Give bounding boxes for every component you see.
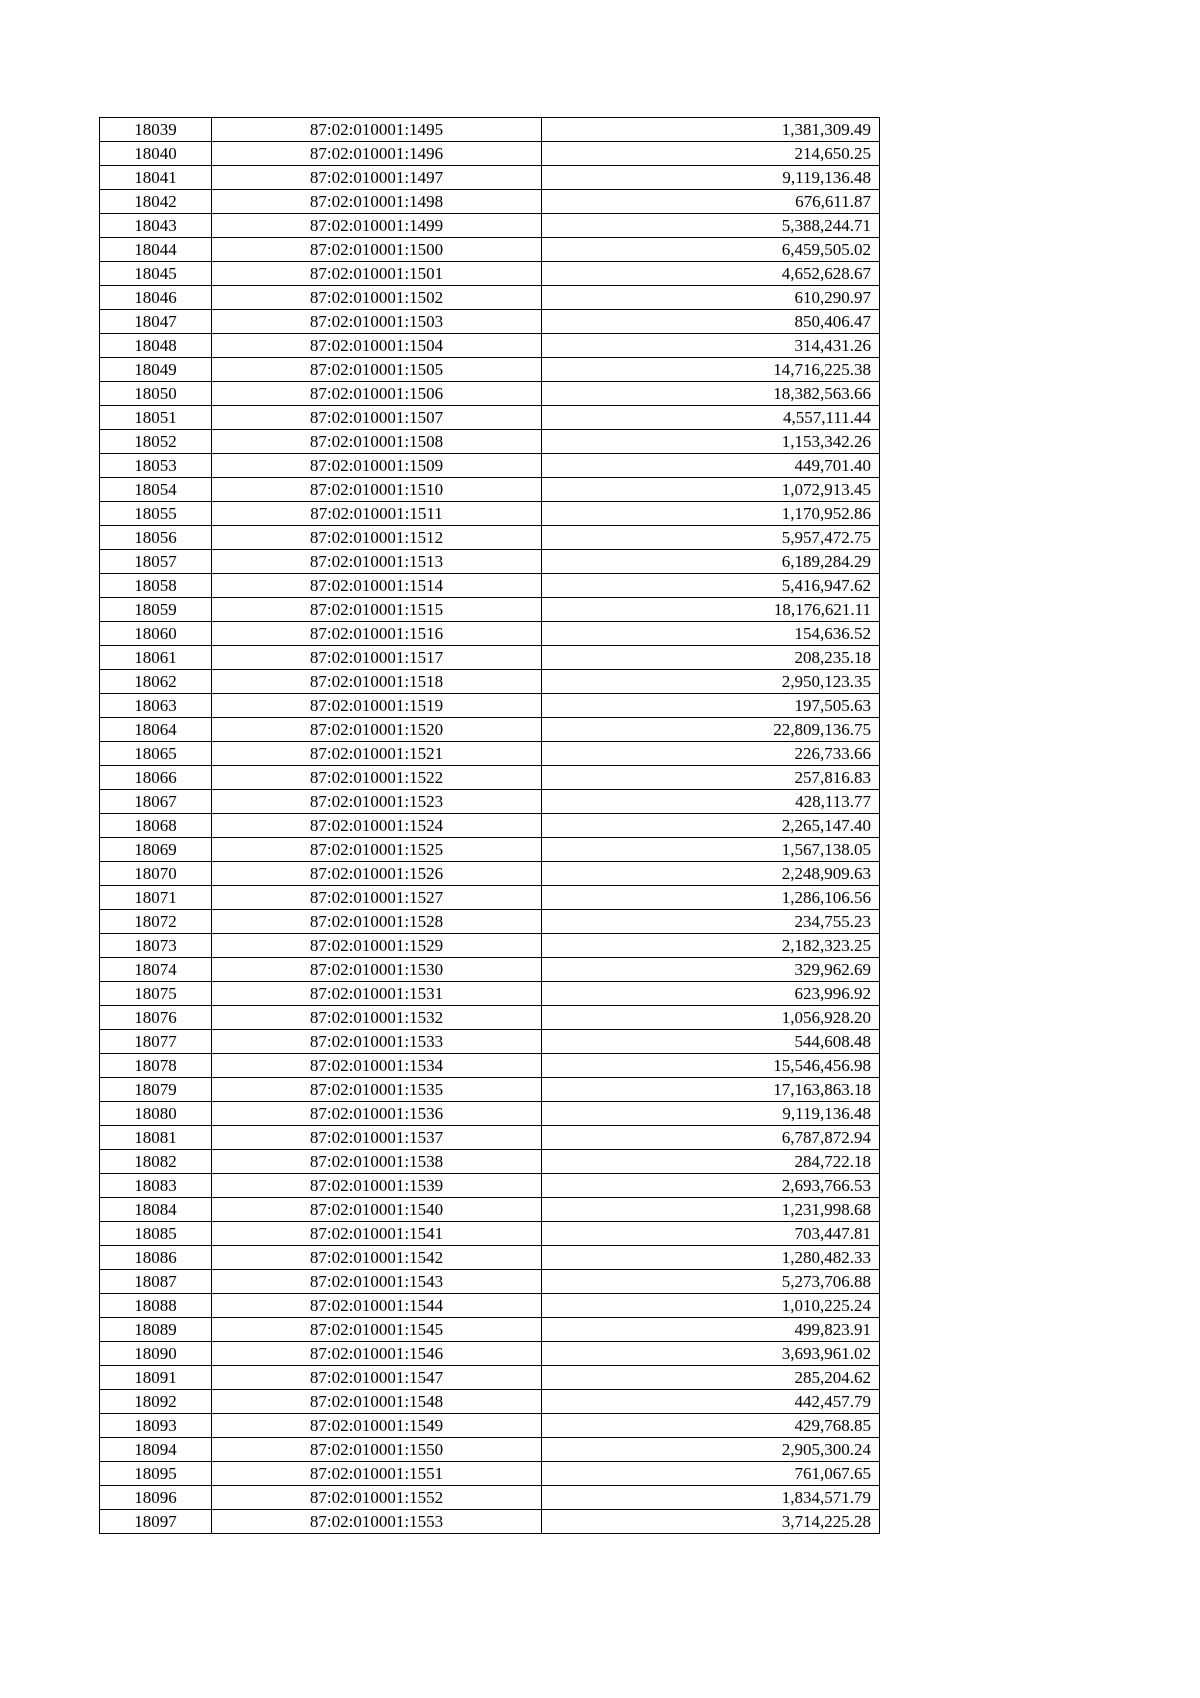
table-row	[100, 1150, 880, 1174]
row-number-cell: 18092	[100, 1390, 212, 1414]
value-cell: 234,755.23	[542, 910, 880, 934]
table-body	[100, 118, 880, 1534]
cadastral-number-cell: 87:02:010001:1527	[212, 886, 542, 910]
cadastral-number-cell: 87:02:010001:1520	[212, 718, 542, 742]
table-row	[100, 598, 880, 622]
value-cell: 18,382,563.66	[542, 382, 880, 406]
value-cell: 850,406.47	[542, 310, 880, 334]
value-cell: 3,693,961.02	[542, 1342, 880, 1366]
row-number-cell: 18059	[100, 598, 212, 622]
table-row	[100, 958, 880, 982]
row-number-cell: 18076	[100, 1006, 212, 1030]
cadastral-number-cell: 87:02:010001:1543	[212, 1270, 542, 1294]
table-row	[100, 118, 880, 142]
cadastral-number-cell: 87:02:010001:1519	[212, 694, 542, 718]
cadastral-number-cell: 87:02:010001:1547	[212, 1366, 542, 1390]
cadastral-number-cell: 87:02:010001:1517	[212, 646, 542, 670]
table-row	[100, 670, 880, 694]
value-cell: 18,176,621.11	[542, 598, 880, 622]
value-cell: 1,170,952.86	[542, 502, 880, 526]
cadastral-number-cell: 87:02:010001:1524	[212, 814, 542, 838]
value-cell: 214,650.25	[542, 142, 880, 166]
row-number-cell: 18097	[100, 1510, 212, 1534]
row-number-cell: 18081	[100, 1126, 212, 1150]
row-number-cell: 18077	[100, 1030, 212, 1054]
cadastral-number-cell: 87:02:010001:1532	[212, 1006, 542, 1030]
cadastral-number-cell: 87:02:010001:1539	[212, 1174, 542, 1198]
row-number-cell: 18060	[100, 622, 212, 646]
cadastral-value-table	[99, 117, 880, 1534]
table-row	[100, 454, 880, 478]
value-cell: 676,611.87	[542, 190, 880, 214]
row-number-cell: 18084	[100, 1198, 212, 1222]
value-cell: 17,163,863.18	[542, 1078, 880, 1102]
value-cell: 6,189,284.29	[542, 550, 880, 574]
value-cell: 208,235.18	[542, 646, 880, 670]
cadastral-number-cell: 87:02:010001:1536	[212, 1102, 542, 1126]
row-number-cell: 18088	[100, 1294, 212, 1318]
value-cell: 1,567,138.05	[542, 838, 880, 862]
table-row	[100, 262, 880, 286]
table-row	[100, 1414, 880, 1438]
cadastral-number-cell: 87:02:010001:1546	[212, 1342, 542, 1366]
cadastral-number-cell: 87:02:010001:1522	[212, 766, 542, 790]
cadastral-number-cell: 87:02:010001:1507	[212, 406, 542, 430]
value-cell: 1,834,571.79	[542, 1486, 880, 1510]
cadastral-number-cell: 87:02:010001:1542	[212, 1246, 542, 1270]
table-row	[100, 766, 880, 790]
value-cell: 6,459,505.02	[542, 238, 880, 262]
value-cell: 5,957,472.75	[542, 526, 880, 550]
table-row	[100, 1126, 880, 1150]
cadastral-number-cell: 87:02:010001:1502	[212, 286, 542, 310]
value-cell: 1,056,928.20	[542, 1006, 880, 1030]
table-row	[100, 622, 880, 646]
row-number-cell: 18075	[100, 982, 212, 1006]
row-number-cell: 18050	[100, 382, 212, 406]
row-number-cell: 18095	[100, 1462, 212, 1486]
cadastral-number-cell: 87:02:010001:1548	[212, 1390, 542, 1414]
value-cell: 284,722.18	[542, 1150, 880, 1174]
row-number-cell: 18074	[100, 958, 212, 982]
row-number-cell: 18052	[100, 430, 212, 454]
table-row	[100, 1270, 880, 1294]
value-cell: 5,388,244.71	[542, 214, 880, 238]
table-row	[100, 430, 880, 454]
cadastral-number-cell: 87:02:010001:1516	[212, 622, 542, 646]
row-number-cell: 18096	[100, 1486, 212, 1510]
cadastral-number-cell: 87:02:010001:1498	[212, 190, 542, 214]
value-cell: 257,816.83	[542, 766, 880, 790]
value-cell: 329,962.69	[542, 958, 880, 982]
value-cell: 314,431.26	[542, 334, 880, 358]
row-number-cell: 18047	[100, 310, 212, 334]
value-cell: 9,119,136.48	[542, 1102, 880, 1126]
value-cell: 429,768.85	[542, 1414, 880, 1438]
cadastral-number-cell: 87:02:010001:1497	[212, 166, 542, 190]
row-number-cell: 18065	[100, 742, 212, 766]
value-cell: 6,787,872.94	[542, 1126, 880, 1150]
cadastral-number-cell: 87:02:010001:1521	[212, 742, 542, 766]
row-number-cell: 18040	[100, 142, 212, 166]
table-row	[100, 574, 880, 598]
table-row	[100, 310, 880, 334]
value-cell: 2,905,300.24	[542, 1438, 880, 1462]
row-number-cell: 18072	[100, 910, 212, 934]
table-row	[100, 910, 880, 934]
cadastral-number-cell: 87:02:010001:1506	[212, 382, 542, 406]
value-cell: 226,733.66	[542, 742, 880, 766]
row-number-cell: 18042	[100, 190, 212, 214]
cadastral-number-cell: 87:02:010001:1538	[212, 1150, 542, 1174]
row-number-cell: 18069	[100, 838, 212, 862]
cadastral-number-cell: 87:02:010001:1508	[212, 430, 542, 454]
row-number-cell: 18094	[100, 1438, 212, 1462]
cadastral-number-cell: 87:02:010001:1503	[212, 310, 542, 334]
cadastral-number-cell: 87:02:010001:1553	[212, 1510, 542, 1534]
row-number-cell: 18067	[100, 790, 212, 814]
value-cell: 3,714,225.28	[542, 1510, 880, 1534]
row-number-cell: 18057	[100, 550, 212, 574]
value-cell: 1,010,225.24	[542, 1294, 880, 1318]
value-cell: 285,204.62	[542, 1366, 880, 1390]
cadastral-number-cell: 87:02:010001:1530	[212, 958, 542, 982]
row-number-cell: 18090	[100, 1342, 212, 1366]
table-row	[100, 334, 880, 358]
cadastral-number-cell: 87:02:010001:1550	[212, 1438, 542, 1462]
row-number-cell: 18045	[100, 262, 212, 286]
row-number-cell: 18089	[100, 1318, 212, 1342]
cadastral-number-cell: 87:02:010001:1528	[212, 910, 542, 934]
cadastral-number-cell: 87:02:010001:1549	[212, 1414, 542, 1438]
cadastral-number-cell: 87:02:010001:1518	[212, 670, 542, 694]
cadastral-number-cell: 87:02:010001:1533	[212, 1030, 542, 1054]
table-row	[100, 1366, 880, 1390]
table-row	[100, 502, 880, 526]
value-cell: 197,505.63	[542, 694, 880, 718]
table-row	[100, 526, 880, 550]
table-row	[100, 1246, 880, 1270]
table-row	[100, 1054, 880, 1078]
table-row	[100, 190, 880, 214]
table-row	[100, 406, 880, 430]
row-number-cell: 18048	[100, 334, 212, 358]
row-number-cell: 18085	[100, 1222, 212, 1246]
row-number-cell: 18041	[100, 166, 212, 190]
table-row	[100, 1174, 880, 1198]
row-number-cell: 18054	[100, 478, 212, 502]
table-row	[100, 1342, 880, 1366]
table-row	[100, 1318, 880, 1342]
value-cell: 1,072,913.45	[542, 478, 880, 502]
value-cell: 442,457.79	[542, 1390, 880, 1414]
table-row	[100, 1198, 880, 1222]
cadastral-number-cell: 87:02:010001:1496	[212, 142, 542, 166]
row-number-cell: 18093	[100, 1414, 212, 1438]
table-row	[100, 1006, 880, 1030]
row-number-cell: 18061	[100, 646, 212, 670]
cadastral-number-cell: 87:02:010001:1499	[212, 214, 542, 238]
row-number-cell: 18083	[100, 1174, 212, 1198]
row-number-cell: 18043	[100, 214, 212, 238]
row-number-cell: 18091	[100, 1366, 212, 1390]
value-cell: 5,273,706.88	[542, 1270, 880, 1294]
value-cell: 2,265,147.40	[542, 814, 880, 838]
row-number-cell: 18068	[100, 814, 212, 838]
value-cell: 449,701.40	[542, 454, 880, 478]
row-number-cell: 18087	[100, 1270, 212, 1294]
cadastral-number-cell: 87:02:010001:1515	[212, 598, 542, 622]
cadastral-number-cell: 87:02:010001:1525	[212, 838, 542, 862]
cadastral-number-cell: 87:02:010001:1531	[212, 982, 542, 1006]
value-cell: 5,416,947.62	[542, 574, 880, 598]
table-row	[100, 886, 880, 910]
row-number-cell: 18070	[100, 862, 212, 886]
value-cell: 499,823.91	[542, 1318, 880, 1342]
table-row	[100, 982, 880, 1006]
row-number-cell: 18039	[100, 118, 212, 142]
table-row	[100, 790, 880, 814]
table-row	[100, 1030, 880, 1054]
table-row	[100, 838, 880, 862]
row-number-cell: 18073	[100, 934, 212, 958]
value-cell: 2,950,123.35	[542, 670, 880, 694]
table-row	[100, 478, 880, 502]
cadastral-number-cell: 87:02:010001:1541	[212, 1222, 542, 1246]
value-cell: 4,557,111.44	[542, 406, 880, 430]
row-number-cell: 18086	[100, 1246, 212, 1270]
cadastral-number-cell: 87:02:010001:1501	[212, 262, 542, 286]
value-cell: 1,153,342.26	[542, 430, 880, 454]
table-row	[100, 934, 880, 958]
table-row	[100, 238, 880, 262]
cadastral-number-cell: 87:02:010001:1510	[212, 478, 542, 502]
cadastral-number-cell: 87:02:010001:1552	[212, 1486, 542, 1510]
cadastral-number-cell: 87:02:010001:1504	[212, 334, 542, 358]
cadastral-number-cell: 87:02:010001:1511	[212, 502, 542, 526]
table-row	[100, 1510, 880, 1534]
cadastral-number-cell: 87:02:010001:1537	[212, 1126, 542, 1150]
table-row	[100, 718, 880, 742]
value-cell: 610,290.97	[542, 286, 880, 310]
value-cell: 1,231,998.68	[542, 1198, 880, 1222]
cadastral-number-cell: 87:02:010001:1535	[212, 1078, 542, 1102]
table-row	[100, 814, 880, 838]
value-cell: 2,248,909.63	[542, 862, 880, 886]
value-cell: 2,693,766.53	[542, 1174, 880, 1198]
cadastral-number-cell: 87:02:010001:1540	[212, 1198, 542, 1222]
row-number-cell: 18051	[100, 406, 212, 430]
table-row	[100, 1078, 880, 1102]
table-row	[100, 358, 880, 382]
table-row	[100, 646, 880, 670]
table-row	[100, 1462, 880, 1486]
row-number-cell: 18080	[100, 1102, 212, 1126]
row-number-cell: 18049	[100, 358, 212, 382]
table-row	[100, 1102, 880, 1126]
table-row	[100, 1222, 880, 1246]
row-number-cell: 18079	[100, 1078, 212, 1102]
value-cell: 1,280,482.33	[542, 1246, 880, 1270]
cadastral-number-cell: 87:02:010001:1523	[212, 790, 542, 814]
cadastral-number-cell: 87:02:010001:1544	[212, 1294, 542, 1318]
value-cell: 22,809,136.75	[542, 718, 880, 742]
row-number-cell: 18058	[100, 574, 212, 598]
cadastral-number-cell: 87:02:010001:1514	[212, 574, 542, 598]
cadastral-number-cell: 87:02:010001:1505	[212, 358, 542, 382]
value-cell: 1,381,309.49	[542, 118, 880, 142]
table-row	[100, 742, 880, 766]
row-number-cell: 18056	[100, 526, 212, 550]
cadastral-number-cell: 87:02:010001:1513	[212, 550, 542, 574]
cadastral-number-cell: 87:02:010001:1512	[212, 526, 542, 550]
row-number-cell: 18082	[100, 1150, 212, 1174]
table-row	[100, 214, 880, 238]
table-row	[100, 1438, 880, 1462]
table-row	[100, 1486, 880, 1510]
cadastral-number-cell: 87:02:010001:1526	[212, 862, 542, 886]
row-number-cell: 18064	[100, 718, 212, 742]
value-cell: 15,546,456.98	[542, 1054, 880, 1078]
value-cell: 544,608.48	[542, 1030, 880, 1054]
cadastral-number-cell: 87:02:010001:1529	[212, 934, 542, 958]
value-cell: 154,636.52	[542, 622, 880, 646]
row-number-cell: 18071	[100, 886, 212, 910]
row-number-cell: 18062	[100, 670, 212, 694]
row-number-cell: 18055	[100, 502, 212, 526]
cadastral-number-cell: 87:02:010001:1551	[212, 1462, 542, 1486]
row-number-cell: 18066	[100, 766, 212, 790]
table-row	[100, 862, 880, 886]
table-row	[100, 142, 880, 166]
table-row	[100, 1390, 880, 1414]
cadastral-number-cell: 87:02:010001:1509	[212, 454, 542, 478]
value-cell: 623,996.92	[542, 982, 880, 1006]
cadastral-number-cell: 87:02:010001:1500	[212, 238, 542, 262]
value-cell: 1,286,106.56	[542, 886, 880, 910]
row-number-cell: 18053	[100, 454, 212, 478]
row-number-cell: 18078	[100, 1054, 212, 1078]
cadastral-number-cell: 87:02:010001:1534	[212, 1054, 542, 1078]
row-number-cell: 18046	[100, 286, 212, 310]
value-cell: 761,067.65	[542, 1462, 880, 1486]
value-cell: 2,182,323.25	[542, 934, 880, 958]
table-row	[100, 1294, 880, 1318]
table-row	[100, 382, 880, 406]
value-cell: 14,716,225.38	[542, 358, 880, 382]
table-row	[100, 550, 880, 574]
value-cell: 4,652,628.67	[542, 262, 880, 286]
table-row	[100, 694, 880, 718]
value-cell: 9,119,136.48	[542, 166, 880, 190]
table-row	[100, 286, 880, 310]
cadastral-number-cell: 87:02:010001:1495	[212, 118, 542, 142]
table-row	[100, 166, 880, 190]
row-number-cell: 18044	[100, 238, 212, 262]
row-number-cell: 18063	[100, 694, 212, 718]
value-cell: 703,447.81	[542, 1222, 880, 1246]
cadastral-number-cell: 87:02:010001:1545	[212, 1318, 542, 1342]
value-cell: 428,113.77	[542, 790, 880, 814]
